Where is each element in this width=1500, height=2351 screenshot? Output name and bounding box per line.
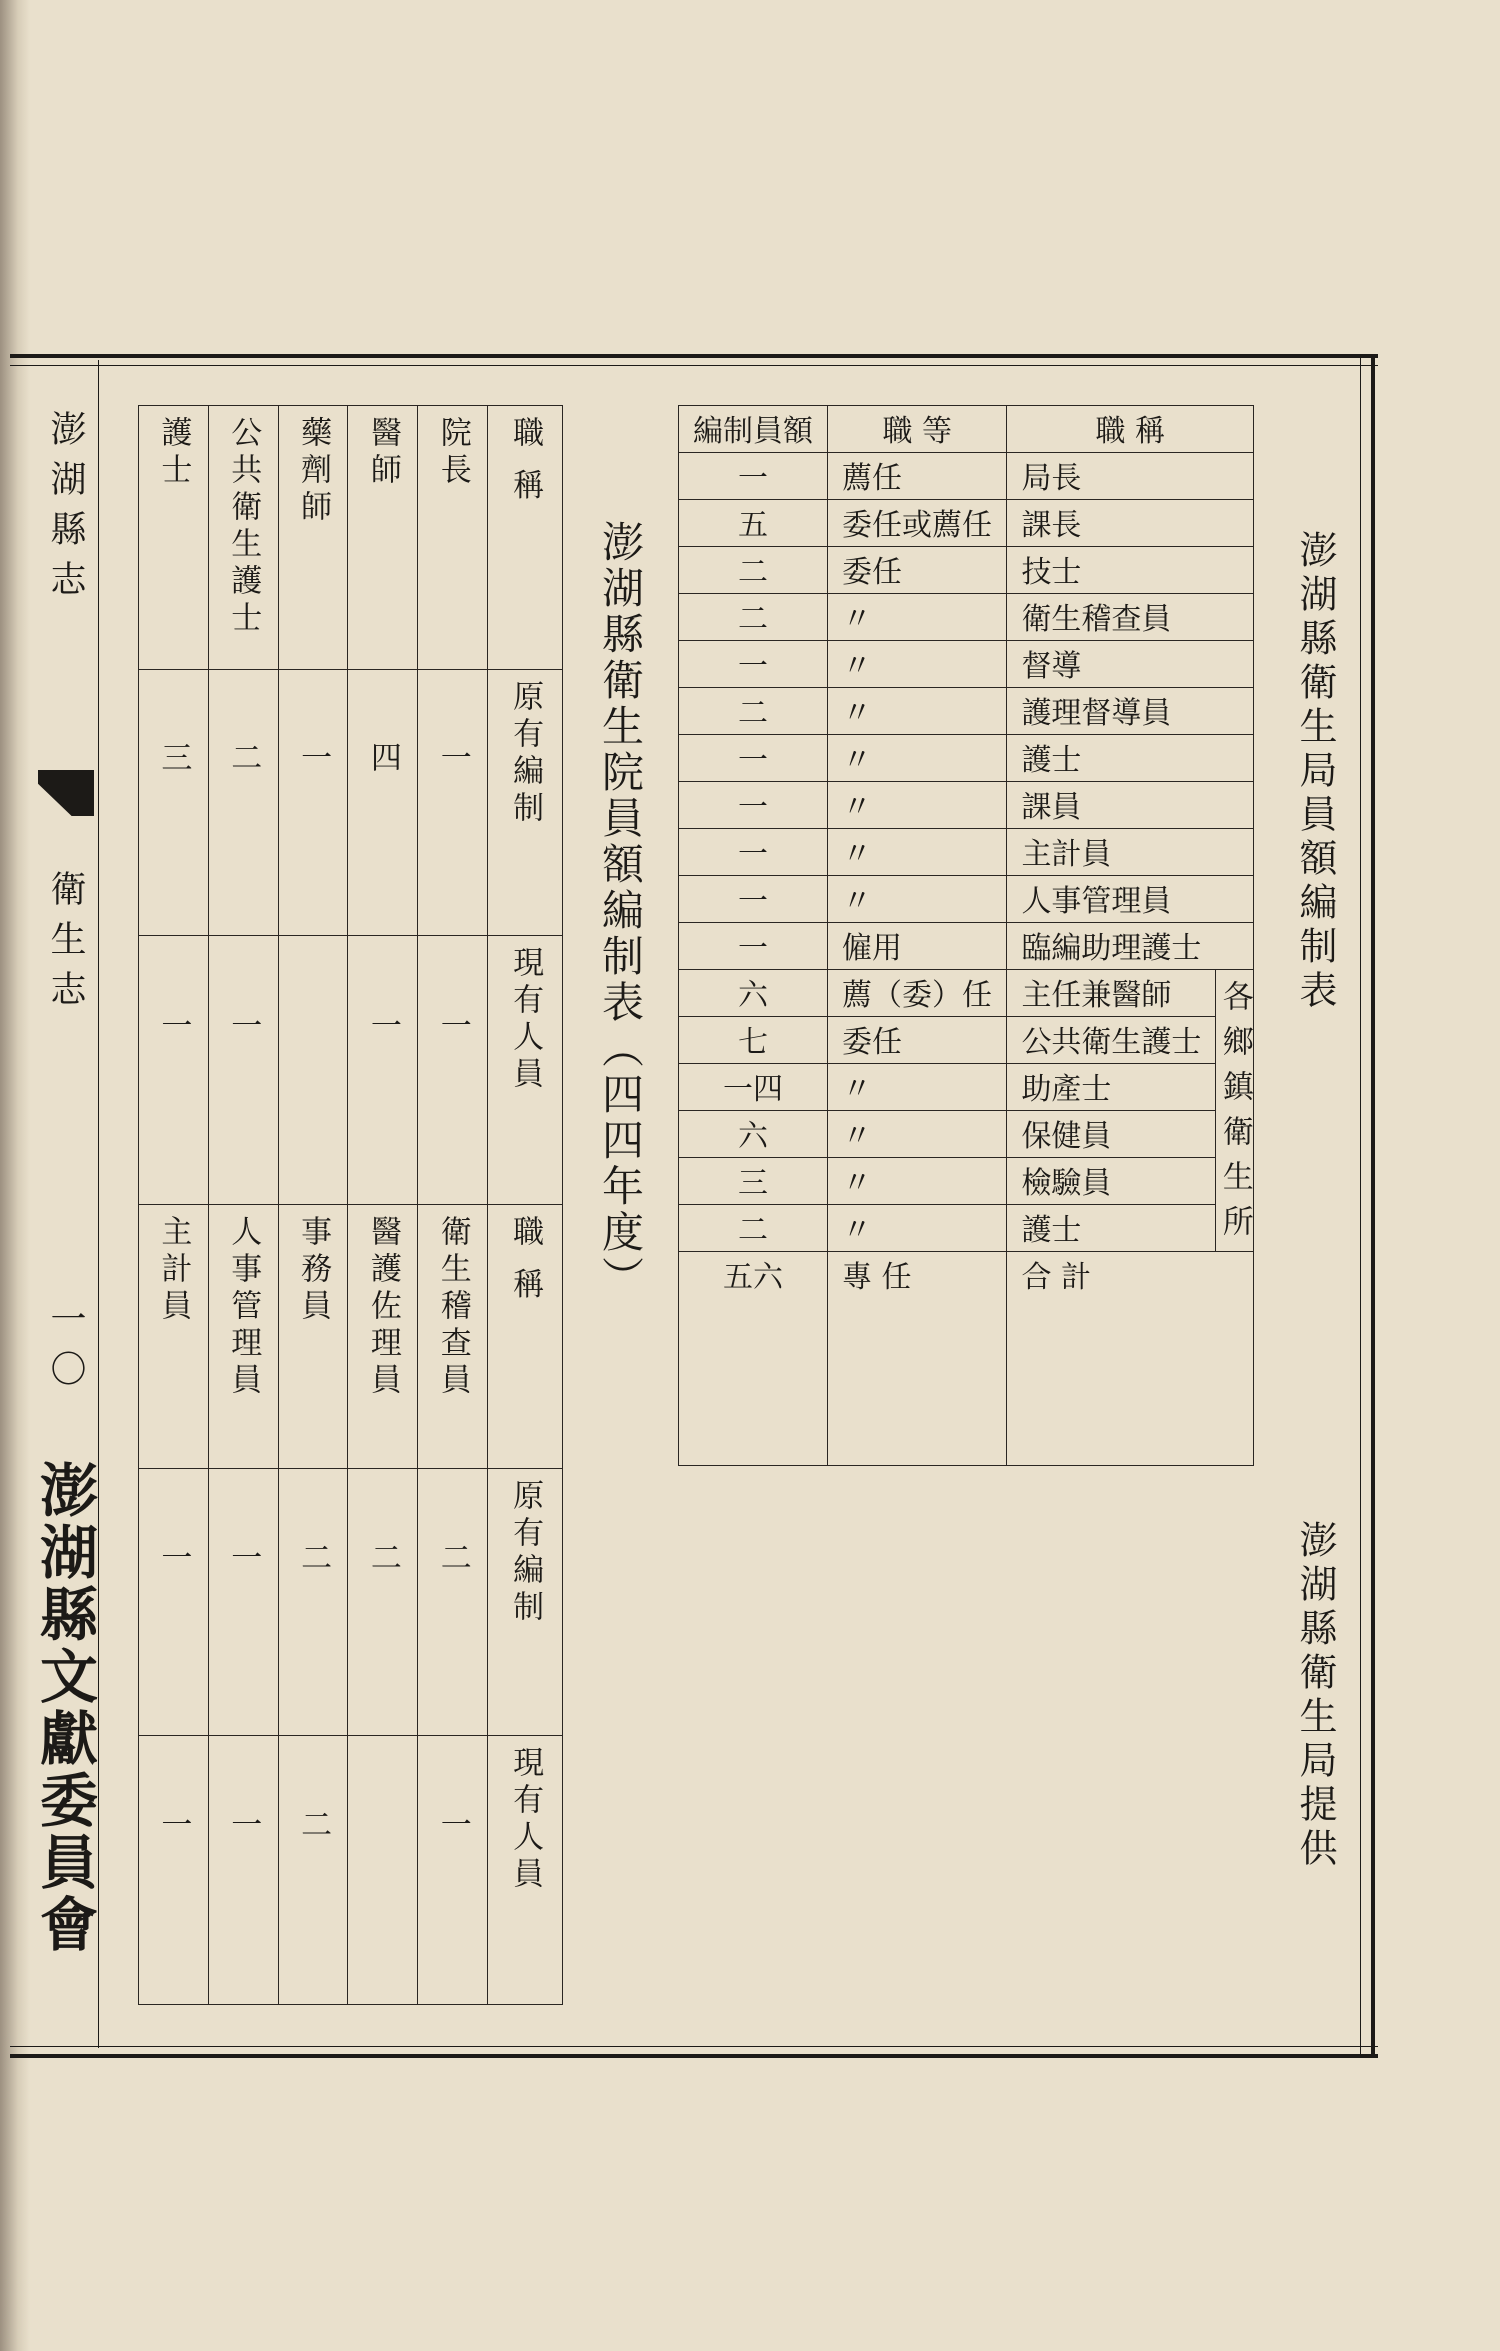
title-cell-text: 公共衛生護士 (1021, 1025, 1202, 1060)
publisher: 澎湖縣文獻委員會 (30, 1460, 98, 1956)
fishtail-mark (38, 770, 94, 816)
table-row (679, 688, 1254, 735)
title-cell (208, 1205, 278, 1469)
count-cell-text: 二 (738, 555, 768, 590)
rank-cell-text: 委任或薦任 (842, 508, 992, 543)
title-cell (418, 406, 488, 670)
title-cell-wrap (418, 1205, 487, 1401)
title-cell-text: 護士 (1021, 1213, 1082, 1248)
current-cell-text: 一 (155, 1808, 192, 1846)
title-cell (1007, 1111, 1216, 1158)
header-title-text: 職 稱 (507, 416, 544, 506)
frame-top-rule (10, 354, 1378, 366)
table-row (679, 876, 1254, 923)
title-cell-text: 課員 (1021, 790, 1082, 825)
count-cell-text: 一 (738, 461, 768, 496)
original-cell-wrap (209, 670, 278, 850)
rank-cell-text: 〃 (842, 790, 872, 825)
rank-cell-text: 〃 (842, 602, 872, 637)
header-title (488, 1205, 563, 1469)
original-cell-text: 一 (295, 741, 332, 779)
rank-cell-text: 〃 (842, 649, 872, 684)
count-cell (679, 1205, 828, 1252)
original-cell-text: 二 (434, 1540, 471, 1578)
title-cell (348, 1205, 418, 1469)
current-cell (348, 936, 418, 1205)
title-cell-wrap (279, 406, 348, 584)
title-cell (1007, 1017, 1216, 1064)
bureau-table-source: 澎湖縣衛生局提供 (1293, 1520, 1337, 1872)
title-cell-text: 事務員 (295, 1215, 332, 1327)
count-cell-text: 六 (738, 1119, 768, 1154)
rank-cell-text: 〃 (842, 743, 872, 778)
count-cell-text: 一 (738, 931, 768, 966)
title-cell-wrap (139, 1205, 208, 1383)
original-cell-text: 一 (155, 1540, 192, 1578)
rank-cell (828, 782, 1007, 829)
group-label-text: 各鄉鎮衛生所 (1216, 980, 1253, 1250)
count-cell-text: 一 (738, 884, 768, 919)
current-cell-wrap (418, 1736, 487, 1918)
header-title-wrap (488, 406, 562, 584)
total-title-text: 合 計 (1021, 1260, 1091, 1295)
rank-cell (828, 1064, 1007, 1111)
current-cell-text: 一 (225, 1808, 262, 1846)
original-cell (348, 669, 418, 936)
header-title (488, 406, 563, 670)
hospital-lower-current-row (139, 1735, 563, 2004)
current-cell (139, 1735, 209, 2004)
title-cell-text: 衛生稽查員 (434, 1215, 471, 1401)
current-cell (208, 1735, 278, 2004)
title-cell-text: 督導 (1021, 649, 1082, 684)
original-cell (418, 669, 488, 936)
header-title (1007, 406, 1254, 453)
current-cell (418, 1735, 488, 2004)
count-cell-text: 二 (738, 1213, 768, 1248)
bureau-header-row (679, 406, 1254, 453)
current-cell-wrap (139, 1736, 208, 1918)
current-cell-text: 一 (364, 1008, 401, 1046)
current-cell (278, 936, 348, 1205)
rank-cell-text: 僱用 (842, 931, 902, 966)
total-rank-text: 專 任 (842, 1260, 912, 1295)
count-cell-text: 二 (738, 602, 768, 637)
hospital-staff-table (138, 405, 563, 2005)
header-original-wrap (488, 1469, 562, 1649)
rank-cell (828, 829, 1007, 876)
table-row (679, 594, 1254, 641)
title-cell (1007, 594, 1254, 641)
title-cell-text: 護士 (1021, 743, 1082, 778)
rank-cell (828, 1111, 1007, 1158)
title-cell-text: 檢驗員 (1021, 1166, 1112, 1201)
title-cell-text: 公共衛生護士 (225, 416, 262, 638)
table-row (679, 735, 1254, 782)
bureau-staff-table (678, 405, 1254, 1466)
title-cell-wrap (209, 1205, 278, 1401)
rank-cell (828, 1158, 1007, 1205)
title-cell-text: 人事管理員 (225, 1215, 262, 1401)
current-cell-wrap (279, 1736, 348, 1918)
count-cell-text: 一 (738, 837, 768, 872)
count-cell (679, 829, 828, 876)
title-cell-text: 人事管理員 (1021, 884, 1172, 919)
rank-cell-text: 〃 (842, 884, 872, 919)
original-cell-text: 三 (155, 741, 192, 779)
count-cell (679, 594, 828, 641)
current-cell-text: 一 (155, 1008, 192, 1046)
rank-cell-text: 〃 (842, 1072, 872, 1107)
hospital-upper-title-row (139, 406, 563, 670)
header-rank-text: 職 等 (882, 414, 952, 449)
total-row (679, 1252, 1254, 1466)
current-cell-text: 一 (434, 1008, 471, 1046)
rank-cell (828, 688, 1007, 735)
table-row (679, 453, 1254, 500)
count-cell (679, 735, 828, 782)
rank-cell (828, 1205, 1007, 1252)
header-current-text: 現有人員 (507, 946, 544, 1095)
title-cell-text: 主計員 (1021, 837, 1112, 872)
title-cell-wrap (348, 406, 417, 584)
title-cell-text: 護士 (155, 416, 192, 490)
header-current (488, 1735, 563, 2004)
header-title-text: 職 稱 (1095, 414, 1165, 449)
table-row (679, 829, 1254, 876)
count-cell-text: 六 (738, 978, 768, 1013)
rank-cell-text: 〃 (842, 696, 872, 731)
title-cell (1007, 1205, 1216, 1252)
table-row (679, 547, 1254, 594)
current-cell (208, 936, 278, 1205)
count-cell-text: 七 (738, 1025, 768, 1060)
title-cell-text: 技士 (1021, 555, 1082, 590)
title-cell-text: 局長 (1021, 461, 1082, 496)
current-cell-text: 一 (434, 1808, 471, 1846)
header-original (488, 669, 563, 936)
original-cell (139, 1469, 209, 1736)
rank-cell (828, 500, 1007, 547)
title-cell (1007, 829, 1254, 876)
page-number: 一〇 (45, 1300, 86, 1400)
table-row (679, 1158, 1254, 1205)
current-cell-wrap (139, 936, 208, 1118)
group-label (1216, 970, 1254, 1252)
title-cell-text: 保健員 (1021, 1119, 1112, 1154)
title-cell (278, 1205, 348, 1469)
original-cell-text: 二 (364, 1540, 401, 1578)
rank-cell-text: 委任 (842, 1025, 902, 1060)
rank-cell (828, 641, 1007, 688)
original-cell (208, 1469, 278, 1736)
title-cell-text: 護理督導員 (1021, 696, 1172, 731)
original-cell-wrap (348, 670, 417, 850)
current-cell-wrap (348, 936, 417, 1118)
header-title-text: 職 稱 (507, 1215, 544, 1306)
original-cell-wrap (139, 670, 208, 850)
title-cell-text: 主任兼醫師 (1021, 978, 1172, 1013)
rank-cell-text: 〃 (842, 1166, 872, 1201)
title-cell (208, 406, 278, 670)
original-cell-text: 一 (225, 1540, 262, 1578)
rank-cell-text: 薦（委）任 (842, 978, 992, 1013)
title-cell-wrap (139, 406, 208, 584)
count-cell (679, 923, 828, 970)
count-cell-text: 五 (738, 508, 768, 543)
header-count-text: 編制員額 (693, 414, 813, 449)
original-cell-text: 二 (295, 1540, 332, 1578)
table-row (679, 1064, 1254, 1111)
hospital-lower-title-row (139, 1205, 563, 1469)
total-count (679, 1252, 828, 1466)
count-cell (679, 1064, 828, 1111)
original-cell-wrap (348, 1469, 417, 1649)
frame-bottom-rule (10, 2046, 1378, 2058)
total-count-text: 五六 (723, 1260, 783, 1295)
title-cell (1007, 547, 1254, 594)
count-cell (679, 1017, 828, 1064)
title-cell (1007, 782, 1254, 829)
count-cell (679, 641, 828, 688)
rank-cell-text: 薦任 (842, 461, 902, 496)
title-cell (418, 1205, 488, 1469)
rank-cell (828, 453, 1007, 500)
original-cell-wrap (139, 1469, 208, 1649)
total-rank (828, 1252, 1007, 1466)
original-cell (348, 1469, 418, 1736)
title-cell-wrap (209, 406, 278, 638)
header-count (679, 406, 828, 453)
count-cell-text: 一 (738, 743, 768, 778)
count-cell (679, 1158, 828, 1205)
title-cell (1007, 876, 1254, 923)
current-cell-wrap (348, 1736, 417, 1918)
header-title-wrap (488, 1205, 562, 1383)
title-cell-text: 衛生稽查員 (1021, 602, 1172, 637)
table-row (679, 782, 1254, 829)
title-cell (1007, 1158, 1216, 1205)
original-cell (208, 669, 278, 936)
count-cell (679, 876, 828, 923)
header-original (488, 1469, 563, 1736)
title-cell (1007, 688, 1254, 735)
hospital-table-title: 澎湖縣衛生院員額編制表（四四年度） (596, 520, 645, 1302)
original-cell (139, 669, 209, 936)
original-cell-wrap (279, 670, 348, 850)
title-cell-text: 醫護佐理員 (364, 1215, 401, 1401)
original-cell (278, 1469, 348, 1736)
total-title (1007, 1252, 1254, 1466)
original-cell-wrap (418, 670, 487, 850)
rank-cell (828, 594, 1007, 641)
count-cell (679, 782, 828, 829)
title-cell (139, 406, 209, 670)
original-cell-wrap (209, 1469, 278, 1649)
table-row (679, 1205, 1254, 1252)
current-cell (418, 936, 488, 1205)
title-cell-wrap (348, 1205, 417, 1401)
current-cell-wrap (279, 936, 348, 1118)
count-cell (679, 500, 828, 547)
rank-cell (828, 1017, 1007, 1064)
current-cell (348, 1735, 418, 2004)
original-cell-wrap (279, 1469, 348, 1649)
title-cell-text: 臨編助理護士 (1021, 931, 1202, 966)
header-original-wrap (488, 670, 562, 850)
title-cell-text: 藥劑師 (295, 416, 332, 527)
page-spine (0, 0, 30, 2351)
title-cell-wrap (279, 1205, 348, 1383)
current-cell (278, 1735, 348, 2004)
original-cell-text: 一 (434, 741, 471, 779)
rank-cell (828, 876, 1007, 923)
rank-cell-text: 〃 (842, 1119, 872, 1154)
rank-cell (828, 923, 1007, 970)
count-cell (679, 688, 828, 735)
count-cell (679, 453, 828, 500)
current-cell-text: 一 (225, 1008, 262, 1046)
current-cell (139, 936, 209, 1205)
title-cell (348, 406, 418, 670)
current-cell-text: 二 (295, 1808, 332, 1846)
rank-cell (828, 735, 1007, 782)
count-cell-text: 二 (738, 696, 768, 731)
title-cell (139, 1205, 209, 1469)
count-cell (679, 970, 828, 1017)
hospital-upper-original-row (139, 669, 563, 936)
header-rank (828, 406, 1007, 453)
title-cell (1007, 1064, 1216, 1111)
rank-cell-text: 〃 (842, 1213, 872, 1248)
title-cell (1007, 500, 1254, 547)
header-original-text: 原有編制 (507, 1479, 544, 1628)
title-cell (1007, 923, 1254, 970)
current-cell-wrap (209, 936, 278, 1118)
count-cell-text: 一 (738, 649, 768, 684)
original-cell (278, 669, 348, 936)
table-row (679, 1017, 1254, 1064)
title-cell (1007, 641, 1254, 688)
header-original-text: 原有編制 (507, 679, 544, 828)
table-row (679, 923, 1254, 970)
original-cell-text: 二 (225, 741, 262, 779)
current-cell-wrap (418, 936, 487, 1118)
count-cell (679, 1111, 828, 1158)
title-cell (278, 406, 348, 670)
title-cell-text: 醫師 (364, 416, 401, 490)
count-cell-text: 三 (738, 1166, 768, 1201)
hospital-upper-current-row (139, 936, 563, 1205)
rank-cell (828, 547, 1007, 594)
bureau-table-title: 澎湖縣衛生局員額編制表 (1293, 530, 1337, 1014)
current-cell-wrap (209, 1736, 278, 1918)
group-label-wrap (1216, 970, 1253, 1250)
rank-cell (828, 970, 1007, 1017)
title-cell-text: 課長 (1021, 508, 1082, 543)
title-cell (1007, 735, 1254, 782)
title-cell-text: 助產士 (1021, 1072, 1112, 1107)
title-cell (1007, 970, 1216, 1017)
book-title: 澎湖縣志 (45, 410, 86, 610)
count-cell-text: 一四 (723, 1072, 783, 1107)
table-row (679, 641, 1254, 688)
table-row (679, 1111, 1254, 1158)
header-current-wrap (488, 1736, 562, 1918)
table-row (679, 970, 1254, 1017)
title-cell-wrap (418, 406, 487, 584)
original-cell-text: 四 (364, 741, 401, 779)
frame-right-rule (1360, 354, 1375, 2054)
count-cell-text: 一 (738, 790, 768, 825)
table-row (679, 500, 1254, 547)
rank-cell-text: 委任 (842, 555, 902, 590)
header-current-text: 現有人員 (507, 1745, 544, 1894)
original-cell (418, 1469, 488, 1736)
count-cell (679, 547, 828, 594)
original-cell-wrap (418, 1469, 487, 1649)
rank-cell-text: 〃 (842, 837, 872, 872)
hospital-lower-original-row (139, 1469, 563, 1736)
header-current (488, 936, 563, 1205)
section-name: 衛生志 (45, 870, 86, 1020)
title-cell-text: 院長 (434, 416, 471, 490)
title-cell (1007, 453, 1254, 500)
title-cell-text: 主計員 (155, 1215, 192, 1327)
header-current-wrap (488, 936, 562, 1118)
